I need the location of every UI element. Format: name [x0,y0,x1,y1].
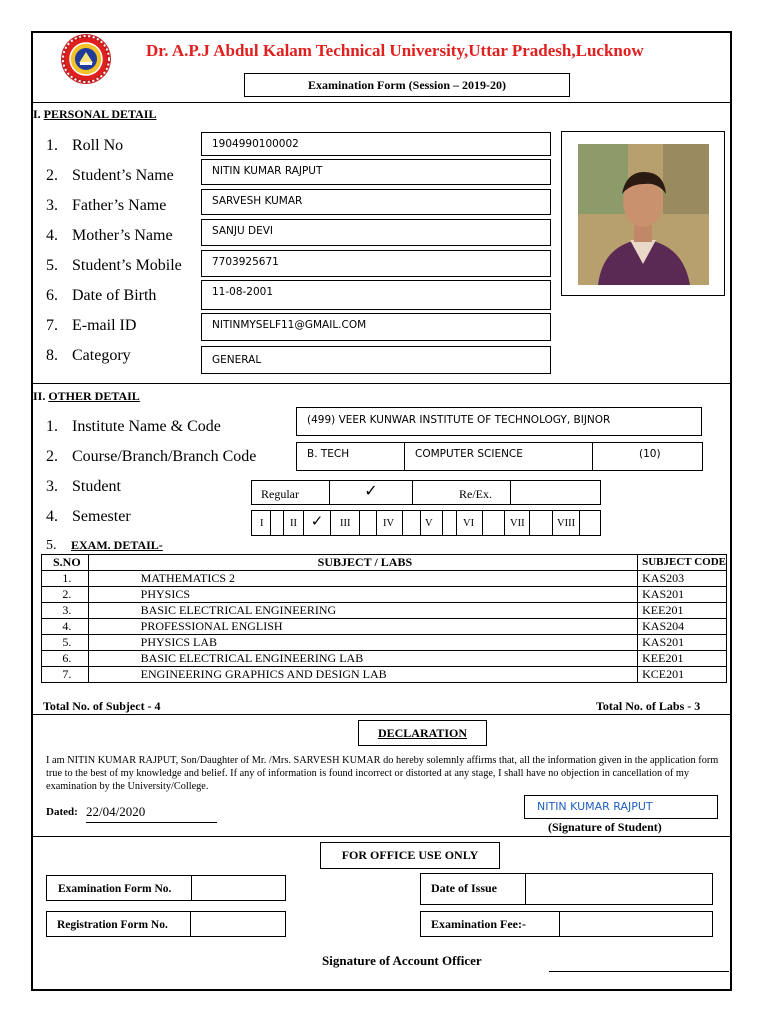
row-sno: 7. [42,667,89,683]
semester-viii-box[interactable] [580,511,600,535]
office-use-title: FOR OFFICE USE ONLY [320,842,500,869]
code-header: SUBJECT CODE [638,555,727,571]
declaration-title: DECLARATION [358,720,487,746]
dob-field[interactable]: 11-08-2001 [201,280,551,310]
row-code: KEE201 [638,651,727,667]
row-code: KAS201 [638,587,727,603]
email-field[interactable]: NITINMYSELF11@GMAIL.COM [201,313,551,341]
semester-vii-box[interactable] [530,511,553,535]
student-name-label: 2. Student’s Name [46,167,174,184]
exam-form-no-box [46,875,286,901]
reg-form-no-field[interactable] [190,912,285,936]
row-subject: ENGINEERING GRAPHICS AND DESIGN LAB [88,667,637,683]
total-labs: Total No. of Labs - 3 [596,699,701,713]
dob-label: 6. Date of Birth [46,287,157,304]
other-section-heading: II. OTHER DETAIL [33,389,140,403]
semester-vi: VI [457,511,483,535]
institute-field[interactable]: (499) VEER KUNWAR INSTITUTE OF TECHNOLOGY, BIJNOR [296,407,702,436]
student-mobile-field[interactable]: 7703925671 [201,250,551,277]
course-label: 2. Course/Branch/Branch Code [46,448,257,465]
semester-iv: IV [377,511,403,535]
semester-iii-box[interactable] [360,511,377,535]
table-header-row [42,555,727,571]
exam-form-no-field[interactable] [191,876,285,900]
dated-label: Dated: [46,806,78,818]
table-row [42,667,727,683]
student-name-field[interactable]: NITIN KUMAR RAJPUT [201,159,551,185]
table-row [42,651,727,667]
semester-v-box[interactable] [443,511,457,535]
row-subject: BASIC ELECTRICAL ENGINEERING [88,603,637,619]
university-title: Dr. A.P.J Abdul Kalam Technical University,Uttar Pradesh,Lucknow [146,41,644,60]
semester-vi-box[interactable] [483,511,505,535]
institute-label: 1. Institute Name & Code [46,418,221,435]
roll-no-field[interactable]: 1904990100002 [201,132,551,156]
semester-viii: VIII [553,511,580,535]
mother-name-field[interactable]: SANJU DEVI [201,219,551,246]
subject-header: SUBJECT / LABS [88,555,637,571]
signature-label: (Signature of Student) [548,820,662,834]
row-sno: 3. [42,603,89,619]
account-officer-label: Signature of Account Officer [322,953,482,968]
exam-detail-table [41,554,727,683]
sno-header: S.NO [42,555,89,571]
university-logo-icon [60,33,112,85]
date-of-issue-box [420,873,713,905]
divider [33,383,730,384]
semester-label: 4. Semester [46,508,131,525]
exam-detail-heading: 5. EXAM. DETAIL- [46,538,163,553]
row-subject: PHYSICS [88,587,637,603]
row-sno: 1. [42,571,89,587]
regular-checkbox[interactable]: ✓ [330,481,413,504]
reg-form-no-box [46,911,286,937]
student-type-label: 3. Student [46,478,121,495]
table-row [42,587,727,603]
student-type-row [251,480,601,505]
declaration-text: I am NITIN KUMAR RAJPUT, Son/Daughter of Mr. /Mrs. SARVESH KUMAR do hereby solemnly affirms that, all the information given in the application form true to the best of my knowledge and belief. If any of information is found incorrect or distorted at any stage, I shall have no objection in cancellation of my examination by the University/College. [46,755,719,792]
mother-name-label: 4. Mother’s Name [46,227,173,244]
semester-ii: II [284,511,304,535]
exam-form-title: Examination Form (Session – 2019-20) [244,73,570,97]
reex-checkbox[interactable] [511,481,600,504]
row-subject: MATHEMATICS 2 [88,571,637,587]
divider [33,836,730,837]
divider [33,714,730,715]
exam-form-no-label: Examination Form No. [58,883,172,895]
dated-field[interactable]: 22/04/2020 [86,804,217,823]
semester-iii: III [331,511,360,535]
regular-label: Regular [252,481,330,504]
row-sno: 2. [42,587,89,603]
divider [33,102,730,103]
semester-i: I [252,511,271,535]
table-row [42,571,727,587]
semester-row [251,510,601,536]
semester-v: V [421,511,443,535]
table-row [42,635,727,651]
student-mobile-label: 5. Student’s Mobile [46,257,182,274]
personal-section-heading: I. PERSONAL DETAIL [33,107,157,121]
row-code: KAS204 [638,619,727,635]
row-code: KEE201 [638,603,727,619]
account-officer-signature-line[interactable] [549,971,729,972]
father-name-label: 3. Father’s Name [46,197,167,214]
father-name-field[interactable]: SARVESH KUMAR [201,189,551,215]
category-label: 8. Category [46,347,131,364]
exam-fee-label: Examination Fee:- [431,917,526,931]
row-code: KAS203 [638,571,727,587]
row-subject: BASIC ELECTRICAL ENGINEERING LAB [88,651,637,667]
row-sno: 4. [42,619,89,635]
semester-iv-box[interactable] [403,511,421,535]
row-sno: 6. [42,651,89,667]
student-portrait-icon [578,144,709,285]
email-label: 7. E-mail ID [46,317,137,334]
student-photo [561,131,725,296]
course-field[interactable]: B. TECH [297,443,405,470]
row-code: KAS201 [638,635,727,651]
exam-fee-box [420,911,713,937]
table-row [42,619,727,635]
branch-field[interactable]: COMPUTER SCIENCE [405,443,593,470]
semester-i-box[interactable] [271,511,284,535]
semester-ii-box[interactable]: ✓ [304,511,331,535]
branch-code-field[interactable]: (10) [639,448,661,460]
roll-no-label: 1. Roll No [46,137,124,154]
row-code: KCE201 [638,667,727,683]
reg-form-no-label: Registration Form No. [57,919,168,931]
date-of-issue-label: Date of Issue [431,881,497,895]
row-subject: PROFESSIONAL ENGLISH [88,619,637,635]
total-subjects: Total No. of Subject - 4 [43,699,161,713]
student-signature-field[interactable]: NITIN KUMAR RAJPUT [524,795,718,819]
table-row [42,603,727,619]
semester-vii: VII [505,511,530,535]
course-branch-row [296,442,703,471]
date-of-issue-field[interactable] [525,874,712,904]
row-subject: PHYSICS LAB [88,635,637,651]
category-field[interactable]: GENERAL [201,346,551,374]
row-sno: 5. [42,635,89,651]
reex-label: Re/Ex. [413,481,511,504]
exam-fee-field[interactable] [559,912,712,936]
